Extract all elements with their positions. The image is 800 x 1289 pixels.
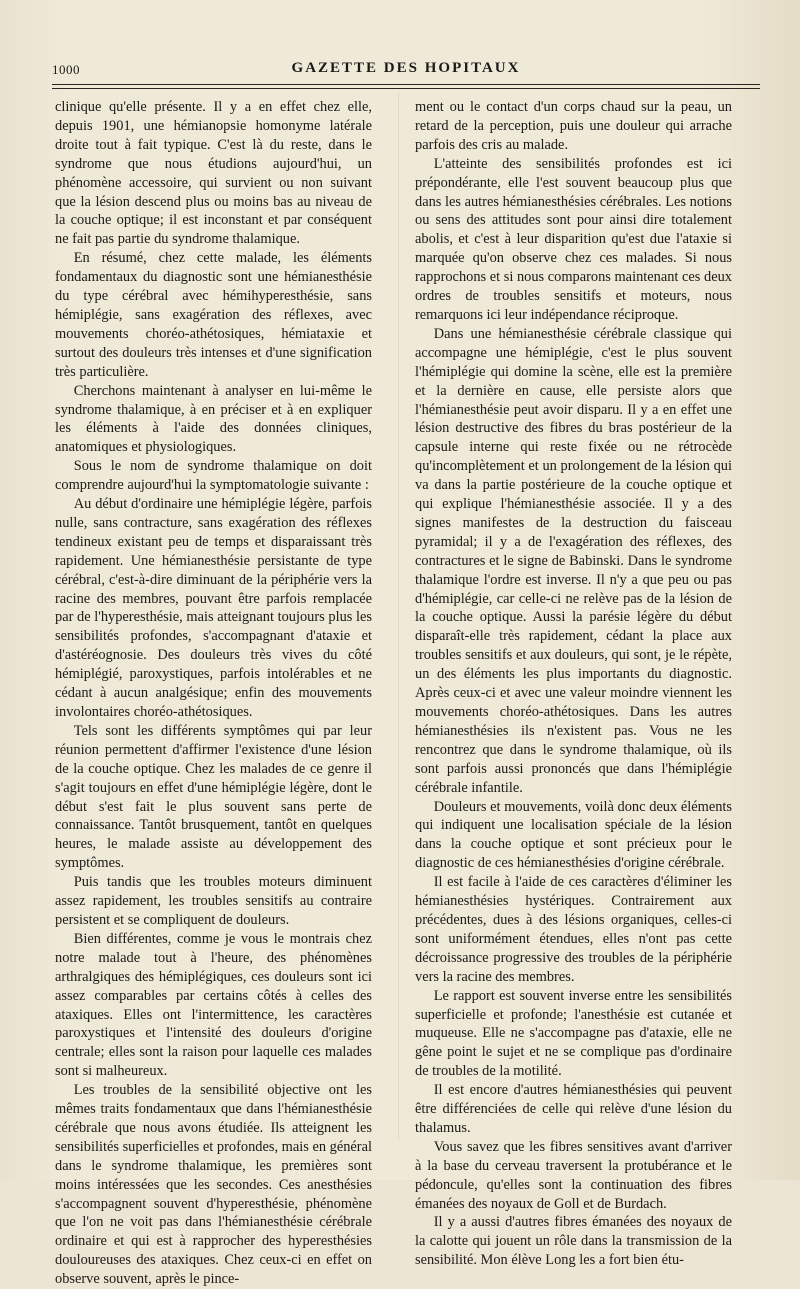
paragraph: Le rapport est souvent inverse entre les sensibilités superficielle et profonde; l'anesthésie est cutanée et muqueuse. Elle ne s'accompagne pas d'ataxie, elle ne gêne point le sujet et ne se complique pas d'ordinaire de troubles de la motilité.: [415, 987, 732, 1080]
paragraph: Au début d'ordinaire une hémiplégie légère, parfois nulle, sans contracture, sans exagération des réflexes tendineux existant peu de temps et disparaissant très rapidement. Une hémianesthésie persistante de type cérébral, c'est-à-dire diminuant de la périphérie vers la racine des membres, pouvant être parfois remplacée par de l'hyperesthésie, mais atteignant toujours plus les sensibilités profondes, s'accompagnant d'ataxie et d'astéréognosie. Des douleurs très vives du côté hémiplégié, paroxystiques, parfois intolérables et ne cédant à aucun analgésique; enfin des mouvements involontaires choréo-athétosiques.: [55, 496, 372, 720]
paragraph: Il est facile à l'aide de ces caractères d'éliminer les hémianesthésies hystériques. Contrairement aux précédentes, dues à des lésions organiques, celles-ci sont uniformément étendues, elles n'ont pas cette décroissance progressive des troubles de la périphérie vers la racine des membres.: [415, 874, 732, 985]
page-number: 1000: [52, 62, 80, 77]
paragraph: Les troubles de la sensibilité objective ont les mêmes traits fondamentaux que dans l'hémianesthésie cérébrale que nous avons étudiée. Ils atteignent les sensibilités superficielles et profondes, mais en général dans le syndrome thalamique, les premières sont moins intéressées que les secondes. Ces anesthésies s'accompagnent souvent d'hyperesthésie, phénomène que l'on ne voit pas dans l'hémianesthésie cérébrale ordinaire et qui est à rapprocher des hyperesthésies douloureuses des ataxiques. Chez ceux-ci en effet on observe souvent, après le pince-: [55, 1082, 372, 1288]
paragraph: Il y a aussi d'autres fibres émanées des noyaux de la calotte qui jouent un rôle dans la transmission de la sensibilité. Mon élève Long les a fort bien étu-: [415, 1214, 732, 1269]
paragraph: Dans une hémianesthésie cérébrale classique qui accompagne une hémiplégie, c'est le plus souvent l'hémiplégie qui domine la scène, elle est la première et la dernière en cause, elle persiste alors que l'hémianesthésie peut avoir disparu. Il y a en effet une lésion destructive des fibres du bras postérieur de la capsule interne qui reste fixée ou ne rétrocède qu'incomplètement et un prolongement de la lésion qui va dans la partie postérieure de la couche optique et qui explique l'hémianesthésie associée. Il y a des signes manifestes de la destruction du faisceau pyramidal; il y a de l'exagération des réflexes, des contractures et le signe de Babinski. Dans le syndrome thalamique l'ordre est inverse. Il n'y a que peu ou pas d'hémiplégie, car celle-ci ne relève pas de la lésion de la couche optique. Aussi la parésie légère du début disparaît-elle très rapidement, cédant la place aux troubles sensitifs et aux douleurs, qui sont, je le répète, un des éléments les plus importants du diagnostic. Après ceux-ci et avec une valeur moindre viennent les mouvements choréo-athétosiques. Dans les autres hémianesthésies ils n'existent pas. Vous ne les rencontrez que dans le syndrome thalamique, où ils sont parfois aussi prononcés que dans l'hémiplégie cérébrale infantile.: [415, 325, 732, 796]
left-column: [55, 98, 372, 1289]
paragraph: Il est encore d'autres hémianesthésies qui peuvent être différenciées de celle qui relève d'une lésion du thalamus.: [415, 1082, 732, 1136]
page-header: [52, 62, 760, 84]
paragraph: Douleurs et mouvements, voilà donc deux éléments qui indiquent une localisation spéciale de la lésion dans la couche optique et sont précieux pour le diagnostic de ces hémianesthésies d'origine cérébrale.: [415, 798, 732, 872]
paragraph: Puis tandis que les troubles moteurs diminuent assez rapidement, les troubles sensitifs au contraire persistent et se compliquent de douleurs.: [55, 874, 372, 928]
paragraph: L'atteinte des sensibilités profondes est ici prépondérante, elle l'est souvent beaucoup plus que dans les autres hémianesthésies cérébrales. Les notions ou sens des attitudes sont pour ainsi dire totalement abolis, et c'est à leur disparition qu'est due l'ataxie si marquée qu'on observe chez ces malades. Si nous rapprochons et si nous comparons maintenant ces deux ordres de troubles sensitifs et moteurs, nous remarquons ici leur indépendance réciproque.: [415, 155, 732, 323]
paragraph: Bien différentes, comme je vous le montrais chez notre malade tout à l'heure, des phénomènes arthralgiques des hémiplégiques, ces douleurs sont ici assez comparables par certains côtés à celles des ataxiques. Elles ont l'intermittence, les caractères paroxystiques et l'intensité des douleurs d'origine centrale; elles sont la raison pour laquelle ces malades sont si malheureux.: [55, 930, 372, 1080]
paragraph: ment ou le contact d'un corps chaud sur la peau, un retard de la perception, puis une douleur qui arrache parfois des cris au malade.: [415, 99, 732, 153]
paragraph: Tels sont les différents symptômes qui par leur réunion permettent d'affirmer l'existence d'une lésion de la couche optique. Chez les malades de ce genre il s'agit toujours en effet d'une hémiplégie légère, dont le début s'est fait le plus souvent sans perte de connaissance. Tantôt brusquement, tantôt en quelques heures, le malade assiste au développement des symptômes.: [55, 722, 372, 872]
paragraph: Cherchons maintenant à analyser en lui-même le syndrome thalamique, à en préciser et à en expliquer les éléments à l'aide des données cliniques, anatomiques et physiologiques.: [55, 382, 372, 456]
paragraph: clinique qu'elle présente. Il y a en effet chez elle, depuis 1901, une hémianopsie homonyme latérale droite tout à fait typique. C'est là du reste, dans le syndrome que nous étudions aujourd'hui, un phénomène accessoire, qui survient ou non suivant que la lésion descend plus ou moins bas au niveau de la couche optique; il est inconstant et par conséquent ne fait pas partie du syndrome thalamique.: [55, 99, 372, 248]
right-column: [415, 98, 732, 1270]
paragraph: Sous le nom de syndrome thalamique on doit comprendre aujourd'hui la symptomatologie suivante :: [55, 458, 372, 494]
column-gutter: [398, 92, 399, 1140]
header-rule: [52, 84, 760, 89]
journal-title: GAZETTE DES HOPITAUX: [291, 60, 521, 76]
paragraph: Vous savez que les fibres sensitives avant d'arriver à la base du cerveau traversent la protubérance et le pédoncule, qu'elles sont la continuation des fibres émanées des noyaux de Goll et de Burdach.: [415, 1138, 732, 1212]
paragraph: En résumé, chez cette malade, les éléments fondamentaux du diagnostic sont une hémianesthésie du type cérébral avec hémihyperesthésie, sans hémiplégie, sans exagération des réflexes, avec mouvements choréo-athétosiques, hémiataxie et surtout des douleurs très intenses et d'une signification très particulière.: [55, 250, 372, 380]
